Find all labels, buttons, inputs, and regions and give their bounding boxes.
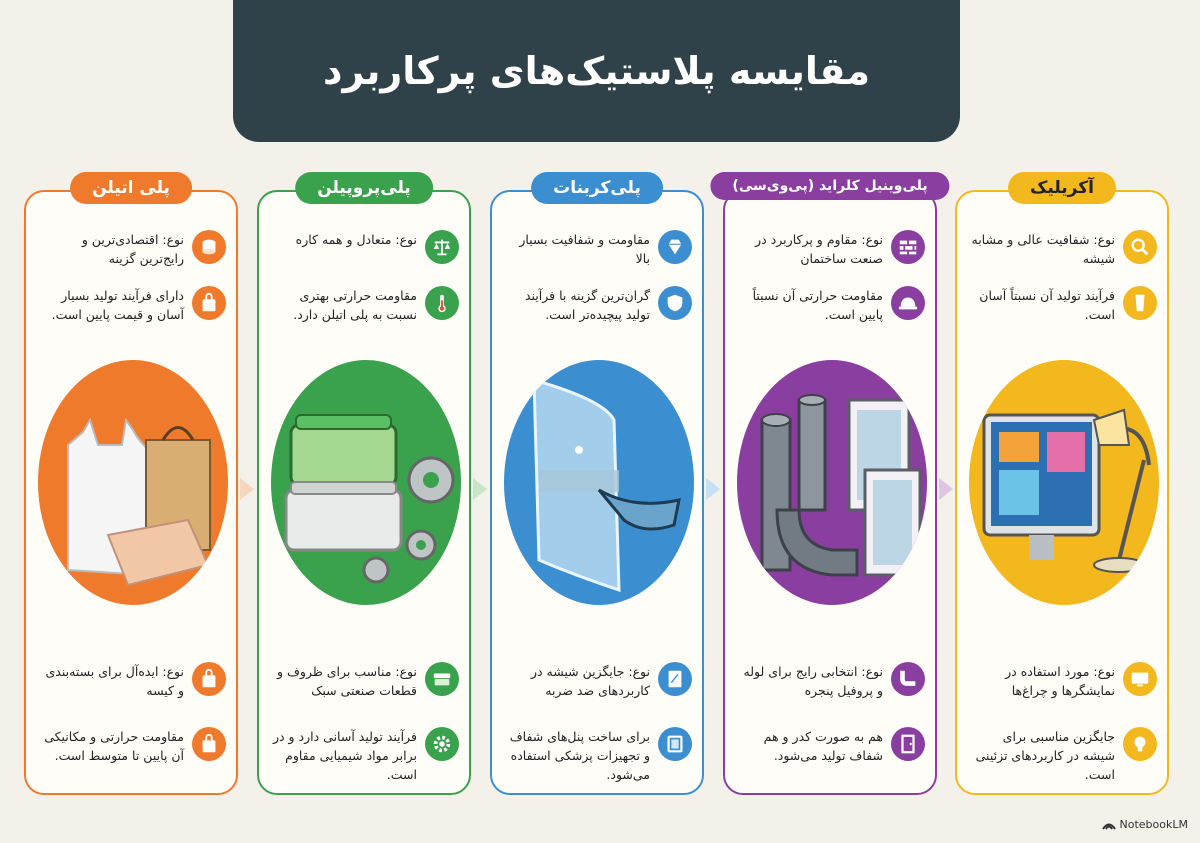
card-polycarbonate <box>490 178 704 795</box>
container-icon <box>425 662 459 696</box>
connector-arrow <box>473 478 487 500</box>
brand-logo-icon <box>1102 820 1116 830</box>
feature-item <box>502 230 692 268</box>
diamond-icon <box>658 230 692 264</box>
lightbulb-icon <box>1123 727 1157 761</box>
pipe-icon <box>891 662 925 696</box>
feature-item <box>36 230 226 268</box>
polyethylene-illustration <box>38 360 228 605</box>
feature-text: فرآیند تولید آن نسبتاً آسان است. <box>979 288 1115 322</box>
acrylic-illustration <box>969 360 1159 605</box>
card-title: پلی‌پروپیلن <box>295 172 433 204</box>
feature-item <box>502 662 692 700</box>
feature-text: نوع: مورد استفاده در نمایشگرها و چراغ‌ها <box>1005 664 1115 698</box>
feature-item <box>502 286 692 324</box>
feature-text: نوع: متعادل و همه کاره <box>295 232 417 247</box>
feature-text: نوع: ایده‌آل برای بسته‌بندی و کیسه <box>45 664 184 698</box>
feature-item <box>967 662 1157 700</box>
feature-text: مقاومت حرارتی آن نسبتاً پایین است. <box>752 288 883 322</box>
polypropylene-illustration <box>271 360 461 605</box>
feature-item <box>269 230 459 264</box>
window-pane-icon <box>658 662 692 696</box>
feature-text: نوع: انتخابی رایج برای لوله و پروفیل پنجره <box>743 664 883 698</box>
bag-icon <box>192 662 226 696</box>
card-title: پلی اتیلن <box>70 172 192 204</box>
feature-text: نوع: شفافیت عالی و مشابه شیشه <box>971 232 1115 266</box>
card-acrylic <box>955 178 1169 795</box>
brand-name: NotebookLM <box>1119 818 1188 831</box>
bag-icon <box>192 286 226 320</box>
feature-item <box>36 662 226 700</box>
card-polyethylene <box>24 178 238 795</box>
bag-icon <box>192 727 226 761</box>
feature-text: مقاومت حرارتی بهتری نسبت به پلی اتیلن دارد. <box>293 288 417 322</box>
monitor-icon <box>1123 662 1157 696</box>
page-title: مقایسه پلاستیک‌های پرکاربرد <box>322 49 870 93</box>
feature-item <box>269 286 459 324</box>
feature-item <box>967 230 1157 268</box>
feature-item <box>735 662 925 700</box>
card-title: پلی‌کربنات <box>531 172 663 204</box>
hard-hat-icon <box>891 286 925 320</box>
glass-icon <box>1123 286 1157 320</box>
connector-arrow <box>939 478 953 500</box>
feature-text: نوع: جایگزین شیشه در کاربردهای ضد ضربه <box>530 664 650 698</box>
card-polypropylene <box>257 178 471 795</box>
magnifier-icon <box>1123 230 1157 264</box>
balance-scale-icon <box>425 230 459 264</box>
card-title: آکریلیک <box>1008 172 1116 204</box>
feature-text: برای ساخت پنل‌های شفاف و تجهیزات پزشکی استفاده می‌شود. <box>509 729 650 782</box>
feature-text: هم به صورت کدر و هم شفاف تولید می‌شود. <box>763 729 883 763</box>
pvc-illustration <box>737 360 927 605</box>
feature-item <box>269 727 459 784</box>
feature-item <box>269 662 459 700</box>
brand-watermark <box>1102 818 1188 831</box>
door-icon <box>891 727 925 761</box>
feature-text: مقاومت حرارتی و مکانیکی آن پایین تا متوسط است. <box>44 729 184 763</box>
feature-text: نوع: مقاوم و پرکاربرد در صنعت ساختمان <box>755 232 883 266</box>
feature-text: نوع: مناسب برای ظروف و قطعات صنعتی سبک <box>276 664 417 698</box>
card-pvc <box>723 178 937 795</box>
connector-arrow <box>706 478 720 500</box>
feature-text: فرآیند تولید آسانی دارد و در برابر مواد شیمیایی مقاوم است. <box>272 729 417 782</box>
polycarbonate-illustration <box>504 360 694 605</box>
shield-icon <box>658 286 692 320</box>
feature-item <box>735 230 925 268</box>
feature-item <box>36 727 226 765</box>
connector-arrow <box>240 478 254 500</box>
gear-icon <box>425 727 459 761</box>
feature-item <box>735 286 925 324</box>
thermometer-icon <box>425 286 459 320</box>
feature-text: دارای فرآیند تولید بسیار آسان و قیمت پایین است. <box>51 288 184 322</box>
feature-item <box>967 727 1157 784</box>
card-title: پلی‌وینیل کلراید (پی‌وی‌سی) <box>710 172 949 200</box>
feature-item <box>735 727 925 765</box>
panel-icon <box>658 727 692 761</box>
feature-item <box>502 727 692 784</box>
feature-text: مقاومت و شفافیت بسیار بالا <box>519 232 650 266</box>
brick-wall-icon <box>891 230 925 264</box>
feature-text: گران‌ترین گزینه با فرآیند تولید پیچیده‌تر است. <box>524 288 650 322</box>
feature-item <box>36 286 226 324</box>
feature-text: نوع: اقتصادی‌ترین و رایج‌ترین گزینه <box>81 232 184 266</box>
coins-icon <box>192 230 226 264</box>
feature-item <box>967 286 1157 324</box>
feature-text: جایگزین مناسبی برای شیشه در کاربردهای تزئینی است. <box>975 729 1115 782</box>
